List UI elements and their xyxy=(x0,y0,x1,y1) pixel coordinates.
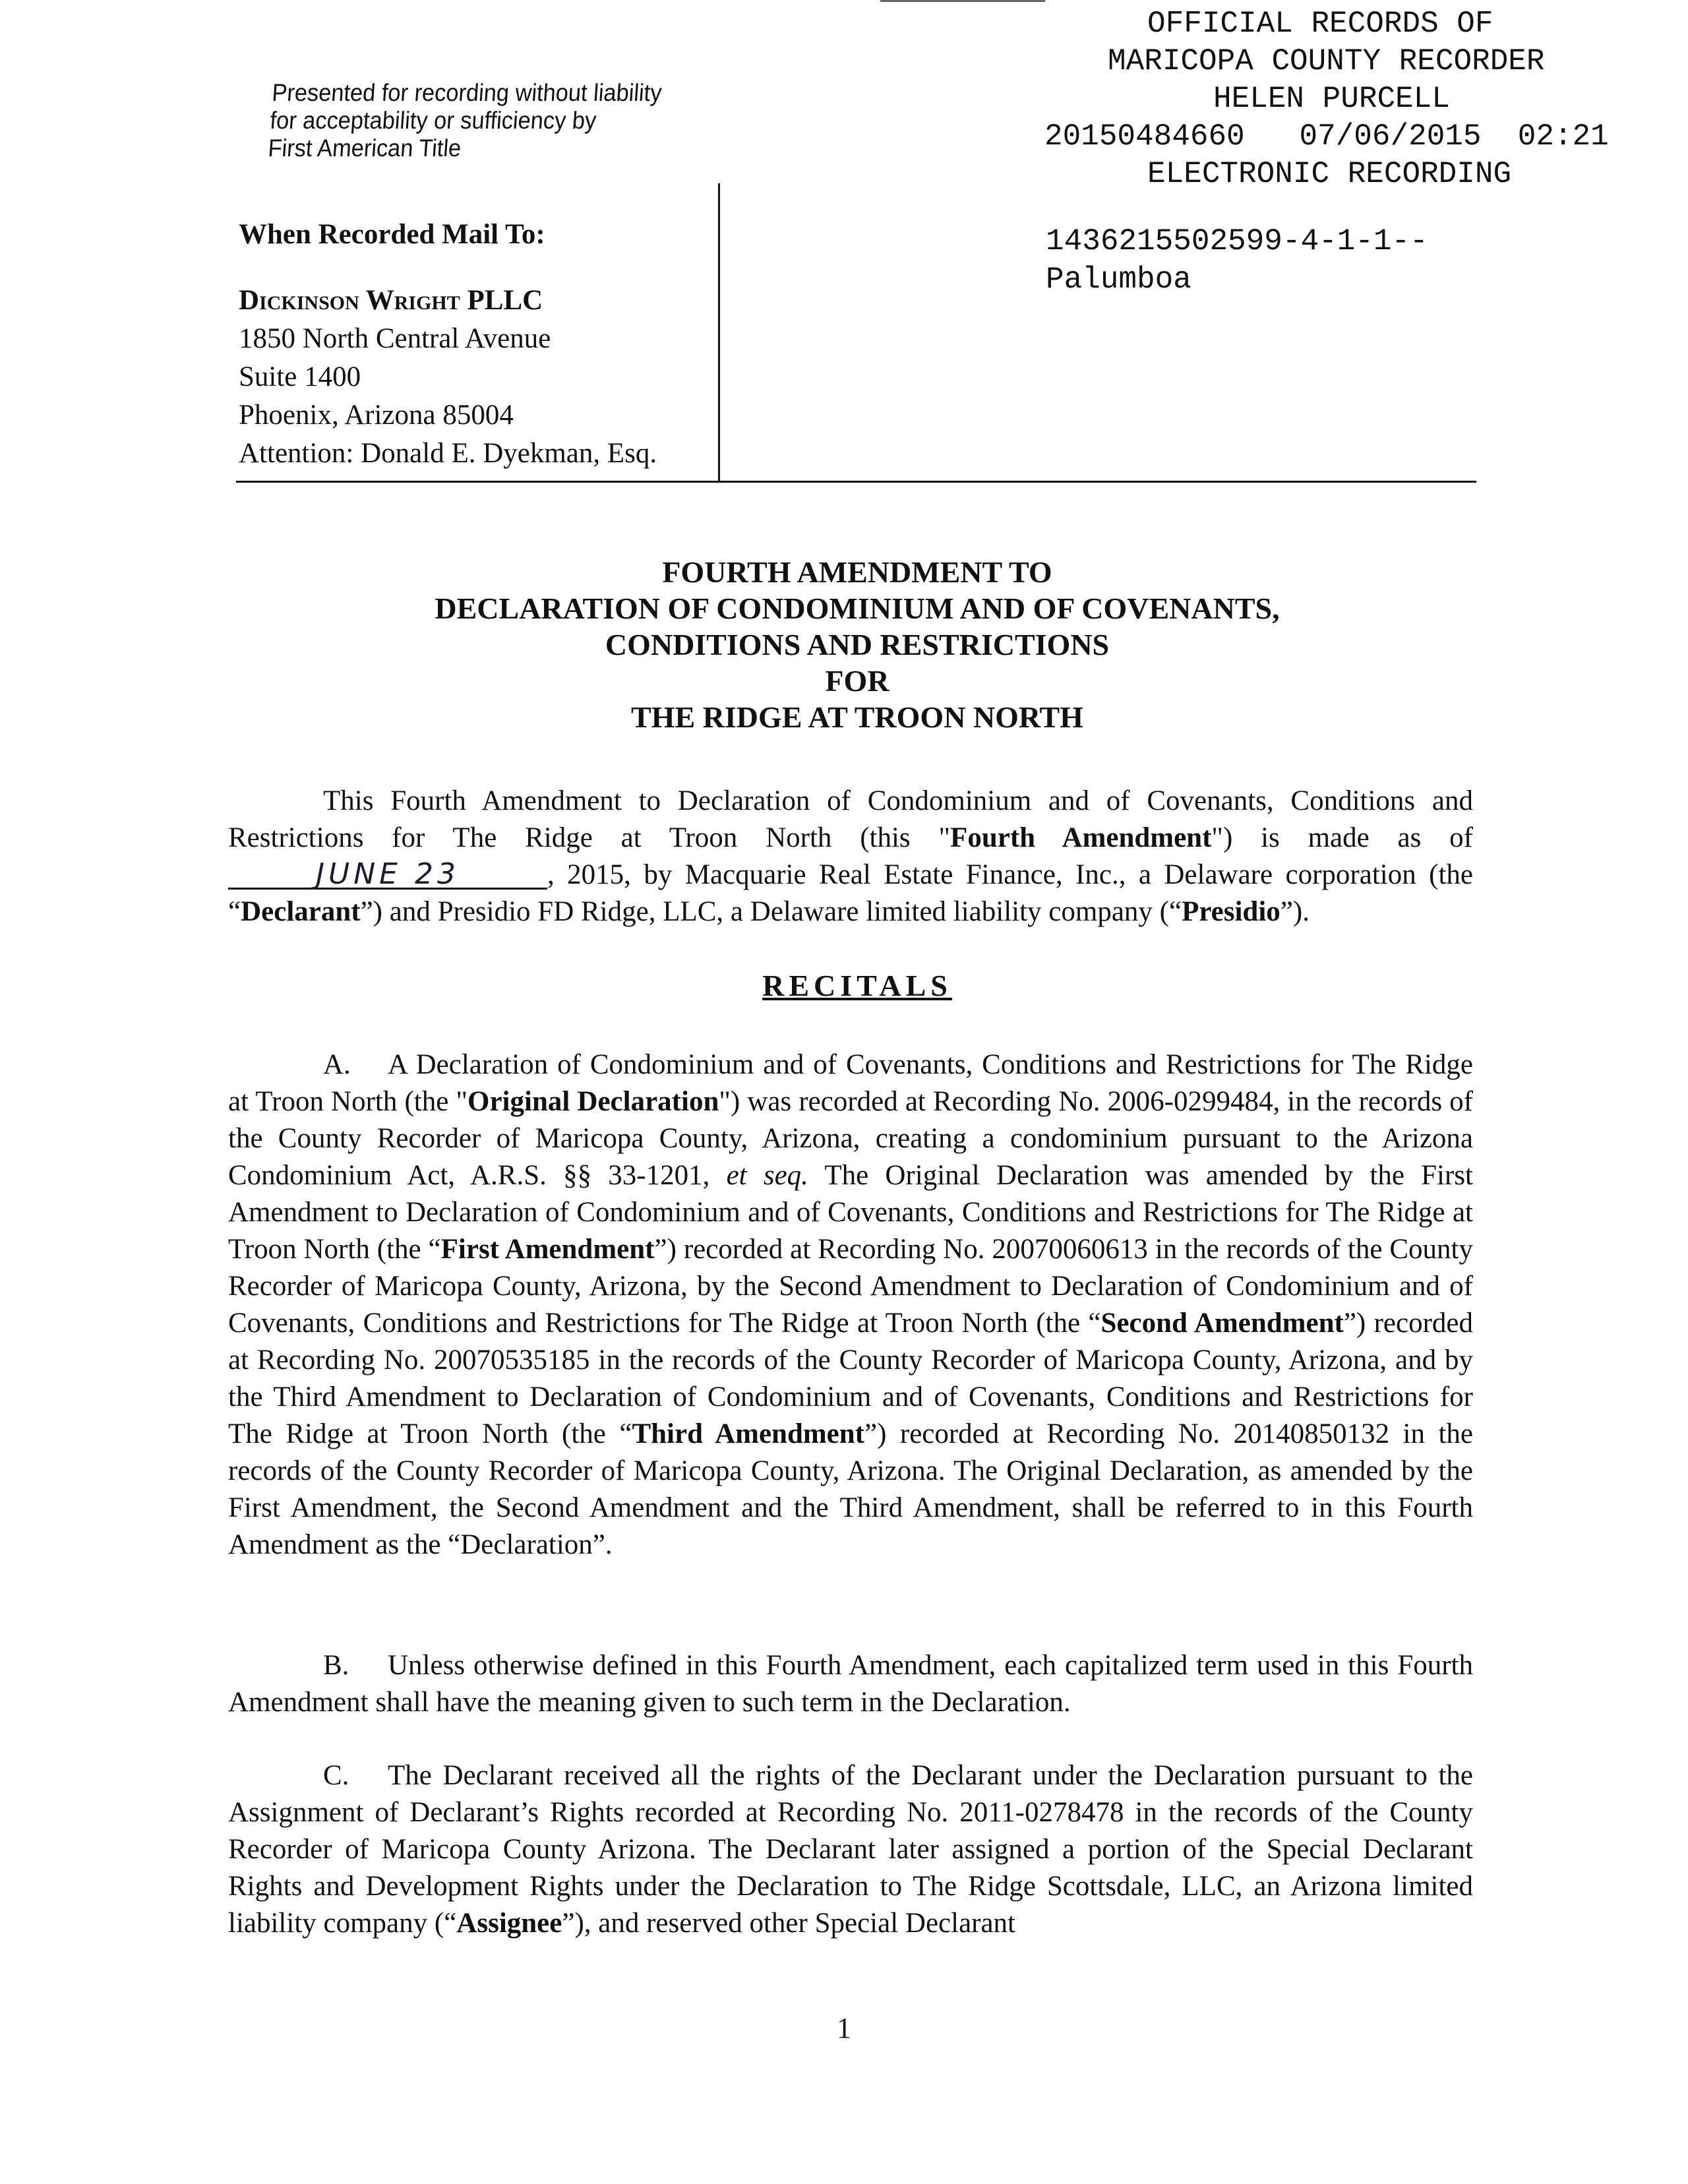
handwritten-date: JUNE 23 xyxy=(228,861,547,890)
recorder-line: MARICOPA COUNTY RECORDER xyxy=(1108,44,1545,78)
defined-term: Second Amendment xyxy=(1100,1308,1344,1339)
text-run: The Declarant received all the rights of the Declarant under the Declaration pursuant to the Assignment of Declarant’s Rights recorded at Recording No. 2011-0278478 in the records of the County Recorder of Maricopa County Arizona. The Declarant later assigned a portion of the Special Declarant Rights and Development Rights under the Declaration to The Ridge Scottsdale, LLC, an Arizona limited liability company (“ xyxy=(228,1760,1473,1939)
address-line: Attention: Donald E. Dyekman, Esq. xyxy=(239,438,657,469)
text-run: The Original Declaration was amended by the First Amendment to Declaration of Condominium and of Covenants, Conditions and Restrictions for The Ridge at Troon North (the “ xyxy=(228,1160,1473,1265)
mail-to-heading: When Recorded Mail To: xyxy=(239,219,545,250)
recital-label: A. xyxy=(323,1049,351,1080)
text-run: ") is made as of xyxy=(1211,822,1474,853)
recorder-line: ELECTRONIC RECORDING xyxy=(1147,157,1512,191)
page-number: 1 xyxy=(837,2012,851,2044)
text-run: ") was recorded at Recording No. 2006-0299484, in the records of the County Recorder of Maricopa County, Arizona, creating a condominium pursuant to the Arizona Condominium Act, A.R.S. §§ 33-1201, xyxy=(228,1086,1473,1191)
document-id-line: Palumboa xyxy=(1046,262,1191,297)
recorder-block xyxy=(1035,5,1688,193)
text-run: ”). xyxy=(1280,896,1310,927)
firm-name: Dickinson Wright PLLC xyxy=(239,285,543,316)
defined-term: Assignee xyxy=(456,1908,562,1939)
recorder-line: OFFICIAL RECORDS OF xyxy=(1147,7,1493,41)
text-run: ”), and reserved other Special Declarant xyxy=(562,1908,1016,1939)
title-line: DECLARATION OF CONDOMINIUM AND OF COVENANTS, xyxy=(435,592,1280,625)
divider-vertical xyxy=(718,183,720,483)
defined-term: Presidio xyxy=(1182,896,1281,927)
title-line: FOR xyxy=(825,664,889,698)
address-line: Suite 1400 xyxy=(239,361,361,392)
mail-to-block xyxy=(239,216,713,473)
defined-term: Original Declaration xyxy=(467,1086,719,1117)
recital-a xyxy=(228,1046,1473,1563)
divider-horizontal xyxy=(236,481,1476,483)
recital-label: B. xyxy=(323,1650,349,1681)
address-line: Phoenix, Arizona 85004 xyxy=(239,400,514,431)
intro-paragraph xyxy=(228,783,1473,930)
defined-term: First Amendment xyxy=(440,1234,655,1265)
stamp-line: Presented for recording without liability xyxy=(271,79,663,106)
recording-number-date: 20150484660 07/06/2015 02:21 xyxy=(1044,119,1609,154)
title-line: FOURTH AMENDMENT TO xyxy=(662,555,1052,589)
stamp-line: First American Title xyxy=(267,135,462,162)
recital-label: C. xyxy=(323,1760,349,1791)
text-run: ”) recorded at Recording No. 20070060613 in the records of the County Recorder of Maricopa County, Arizona, by the Second Amendment to Declaration of Condominium and of Covenants, Conditions and Restrictions for The Ridge at Troon North (the “ xyxy=(228,1234,1473,1339)
title-line: THE RIDGE AT TROON NORTH xyxy=(631,700,1083,734)
document-title xyxy=(237,554,1477,735)
recital-b xyxy=(228,1647,1473,1721)
document-id-line: 1436215502599-4-1-1-- xyxy=(1046,224,1428,258)
text-run: ”) recorded at Recording No. 20070535185 in the records of the County Recorder of Maricopa County, Arizona, and by the Third Amendment to Declaration of Condominium and of Covenants, Conditions and Restrictions for The Ridge at Troon North (the “ xyxy=(228,1308,1473,1449)
text-run: ”) recorded at Recording No. 20140850132 in the records of the County Recorder of Maricopa County, Arizona. The Original Declaration, as amended by the First Amendment, the Second Amendment and the Third Amendment, shall be referred to in this Fourth Amendment as the “Declaration”. xyxy=(228,1418,1473,1560)
address-line: 1850 North Central Avenue xyxy=(239,323,551,354)
text-run: ”) and Presidio FD Ridge, LLC, a Delaware limited liability company (“ xyxy=(360,896,1182,927)
recitals-heading: RECITALS xyxy=(762,969,952,1002)
recording-stamp xyxy=(267,79,702,162)
scan-mark xyxy=(880,0,1045,2)
document-id xyxy=(1046,222,1428,299)
recital-c xyxy=(228,1757,1473,1942)
text-run: Unless otherwise defined in this Fourth Amendment, each capitalized term used in this Fourth Amendment shall have the meaning given to such term in the Declaration. xyxy=(228,1650,1473,1718)
recorder-line: HELEN PURCELL xyxy=(1213,82,1450,116)
text-run: This Fourth Amendment to Declaration of Condominium and of Covenants, Conditions and Restrictions for The Ridge at Troon North (this " xyxy=(228,785,1473,853)
text-run: A Declaration of Condominium and of Covenants, Conditions and Restrictions for The Ridge at Troon North (the " xyxy=(228,1049,1473,1117)
italic-term: et seq. xyxy=(726,1160,808,1191)
stamp-line: for acceptability or sufficiency by xyxy=(269,107,597,134)
title-line: CONDITIONS AND RESTRICTIONS xyxy=(605,628,1110,661)
defined-term: Third Amendment xyxy=(632,1418,864,1449)
text-run: , 2015, by Macquarie Real Estate Finance, Inc., a Delaware corporation (the “ xyxy=(228,859,1473,927)
defined-term: Fourth Amendment xyxy=(950,822,1212,853)
defined-term: Declarant xyxy=(241,896,361,927)
